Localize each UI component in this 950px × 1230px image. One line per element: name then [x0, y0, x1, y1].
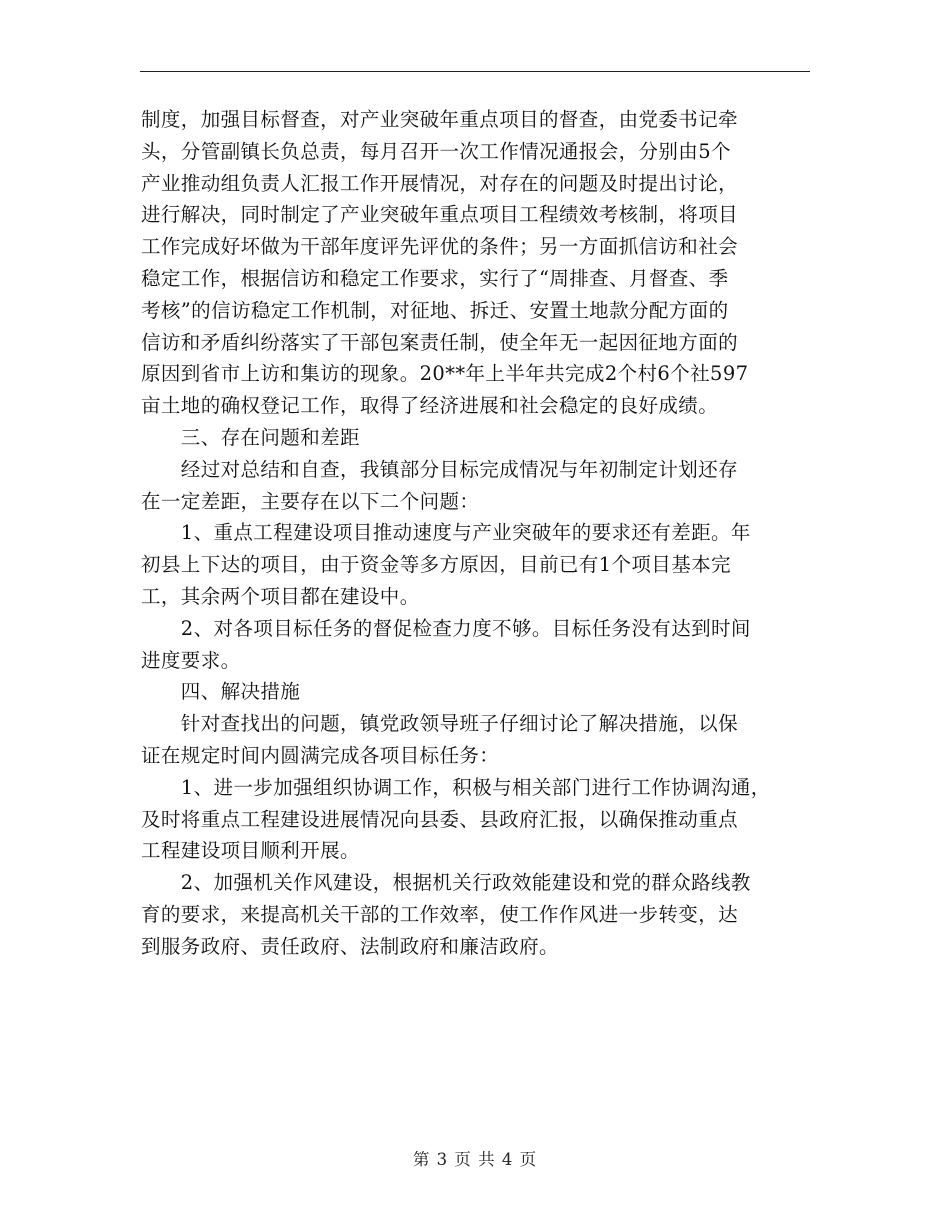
header-rule — [140, 71, 810, 72]
text-line: 到服务政府、责任政府、法制政府和廉洁政府。 — [141, 934, 559, 958]
text-line: 初县上下达的项目，由于资金等多方原因，目前已有1个项目基本完 — [141, 553, 731, 577]
text-line: 进度要求。 — [141, 648, 241, 672]
text-line: 进行解决，同时制定了产业突破年重点项目工程绩效考核制，将项目 — [141, 203, 739, 227]
text-line: 工，其余两个项目都在建设中。 — [141, 584, 420, 608]
section-heading: 四、解决措施 — [141, 680, 301, 704]
body-text — [141, 104, 813, 963]
text-line: 工程建设项目顺利开展。 — [141, 839, 360, 863]
text-line: 经过对总结和自查，我镇部分目标完成情况与年初制定计划还存 — [141, 457, 739, 481]
text-line: 头，分管副镇长负总责，每月召开一次工作情况通报会，分别由5个 — [141, 139, 731, 163]
text-line: 证在规定时间内圆满完成各项目标任务： — [141, 743, 500, 767]
text-line: 1、重点工程建设项目推动速度与产业突破年的要求还有差距。年 — [141, 521, 751, 545]
text-line: 工作完成好坏做为干部年度评先评优的条件；另一方面抓信访和社会 — [141, 235, 739, 259]
text-line: 信访和矛盾纠纷落实了干部包案责任制，使全年无一起因征地方面的 — [141, 330, 739, 354]
text-line: 稳定工作，根据信访和稳定工作要求，实行了“周排查、月督查、季 — [141, 266, 729, 290]
section-heading: 三、存在问题和差距 — [141, 425, 360, 449]
text-line: 原因到省市上访和集访的现象。20**年上半年共完成2个村6个社597 — [141, 362, 749, 386]
text-line: 亩土地的确权登记工作，取得了经济进展和社会稳定的良好成绩。 — [141, 394, 719, 418]
text-line: 在一定差距，主要存在以下二个问题： — [141, 489, 480, 513]
page-number: 第 3 页 共 4 页 — [412, 1150, 538, 1169]
text-line: 育的要求，来提高机关干部的工作效率，使工作作风进一步转变，达 — [141, 902, 739, 926]
text-line: 制度，加强目标督查，对产业突破年重点项目的督查，由党委书记牵 — [141, 108, 739, 131]
text-line: 产业推动组负责人汇报工作开展情况，对存在的问题及时提出讨论， — [141, 171, 739, 195]
text-line: 1、进一步加强组织协调工作，积极与相关部门进行工作协调沟通， — [141, 775, 771, 799]
text-line: 考核”的信访稳定工作机制，对征地、拆迁、安置土地款分配方面的 — [141, 298, 729, 322]
text-line: 针对查找出的问题，镇党政领导班子仔细讨论了解决措施，以保 — [141, 712, 739, 736]
text-line: 2、加强机关作风建设，根据机关行政效能建设和党的群众路线教 — [141, 871, 751, 895]
text-line: 2、对各项目标任务的督促检查力度不够。目标任务没有达到时间 — [141, 616, 751, 640]
text-line: 及时将重点工程建设进展情况向县委、县政府汇报，以确保推动重点 — [141, 807, 739, 831]
